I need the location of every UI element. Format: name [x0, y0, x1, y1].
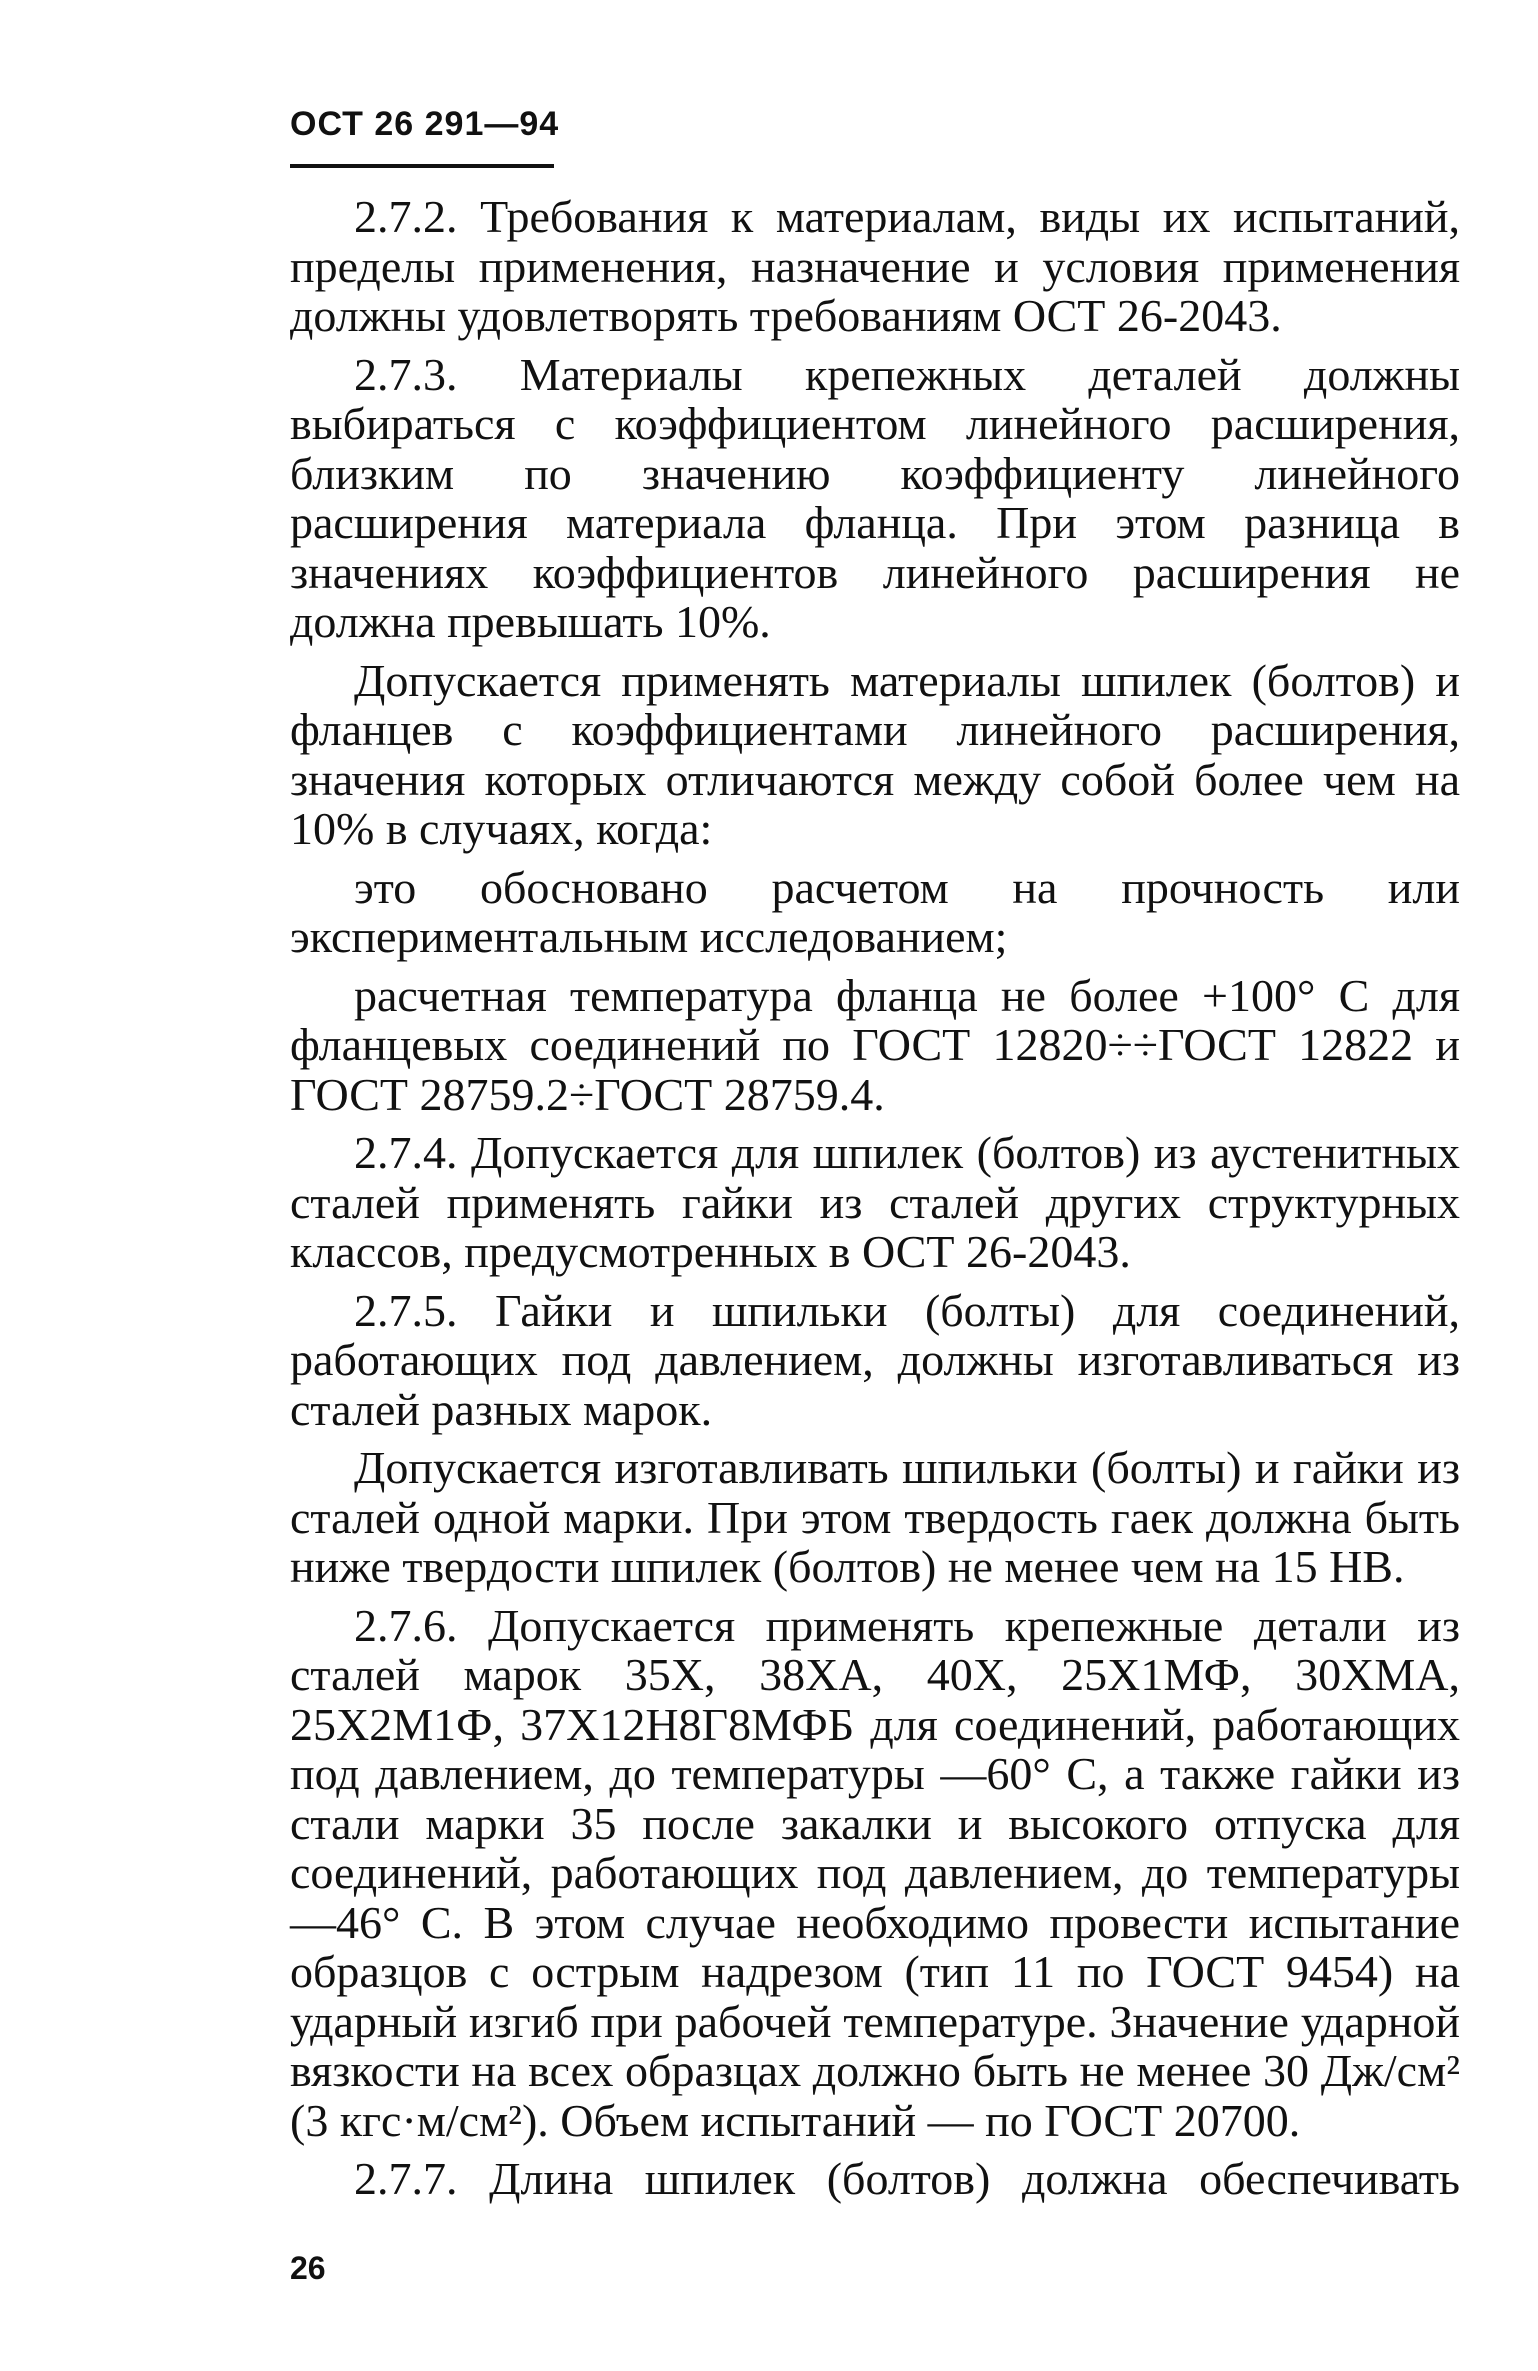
paragraph-2-7-4: 2.7.4. Допускается для шпилек (болтов) из аустенитных сталей применять гайки из сталей других структурных классов, предусмотренных в ОСТ 26-2043. [290, 1127, 1460, 1277]
document-body [290, 192, 1460, 2213]
paragraph-2-7-7: 2.7.7. Длина шпилек (болтов) должна обеспечивать [354, 2153, 1460, 2204]
paragraph-allowance-materials: Допускается применять материалы шпилек (болтов) и фланцев с коэффициентами линейного расширения, значения которых отличаются между собой более чем на 10% в случаях, когда: [290, 654, 1460, 854]
page-number: 26 [290, 2250, 326, 2286]
paragraph-2-7-2: 2.7.2. Требования к материалам, виды их испытаний, пределы применения, назначение и условия применения должны удовлетворять требованиям ОСТ 26-2043. [290, 191, 1460, 341]
header-underline [290, 164, 554, 168]
paragraph-condition-calculation: это обосновано расчетом на прочность или экспериментальным исследованием; [290, 861, 1460, 962]
paragraph-condition-temperature: расчетная температура фланца не более +100° С для фланцевых соединений по ГОСТ 12820÷÷ГОСТ 12822 и ГОСТ 28759.2÷ГОСТ 28759.4. [290, 969, 1460, 1120]
paragraph-2-7-5: 2.7.5. Гайки и шпильки (болты) для соединений, работающих под давлением, должны изготавливаться из сталей разных марок. [290, 1284, 1460, 1435]
paragraph-2-7-3: 2.7.3. Материалы крепежных деталей должны выбираться с коэффициентом линейного расширения, близким по значению коэффициенту линейного расширения материала фланца. При этом разница в значениях коэффициентов линейного расширения не должна превышать 10%. [290, 348, 1460, 647]
paragraph-allowance-same-grade: Допускается изготавливать шпильки (болты) и гайки из сталей одной марки. При этом твердость гаек должна быть ниже твердости шпилек (болтов) не менее чем на 15 НВ. [290, 1442, 1460, 1592]
paragraph-2-7-6: 2.7.6. Допускается применять крепежные детали из сталей марок 35Х, 38ХА, 40Х, 25Х1МФ, 30ХМА, 25Х2М1Ф, 37Х12Н8Г8МФБ для соединений, работающих под давлением, до температуры —60° С, а также гайки из стали марки 35 после закалки и высокого отпуска для соединений, работающих под давлением, до температуры —46° С. В этом случае необходимо провести испытание образцов с острым надрезом (тип 11 по ГОСТ 9454) на ударный изгиб при рабочей температуре. Значение ударной вязкости на всех образцах должно быть не менее 30 Дж/см² (3 кгс·м/см²). Объем испытаний — по ГОСТ 20700. [290, 1599, 1460, 2146]
document-code-header: ОСТ 26 291—94 [290, 105, 560, 143]
